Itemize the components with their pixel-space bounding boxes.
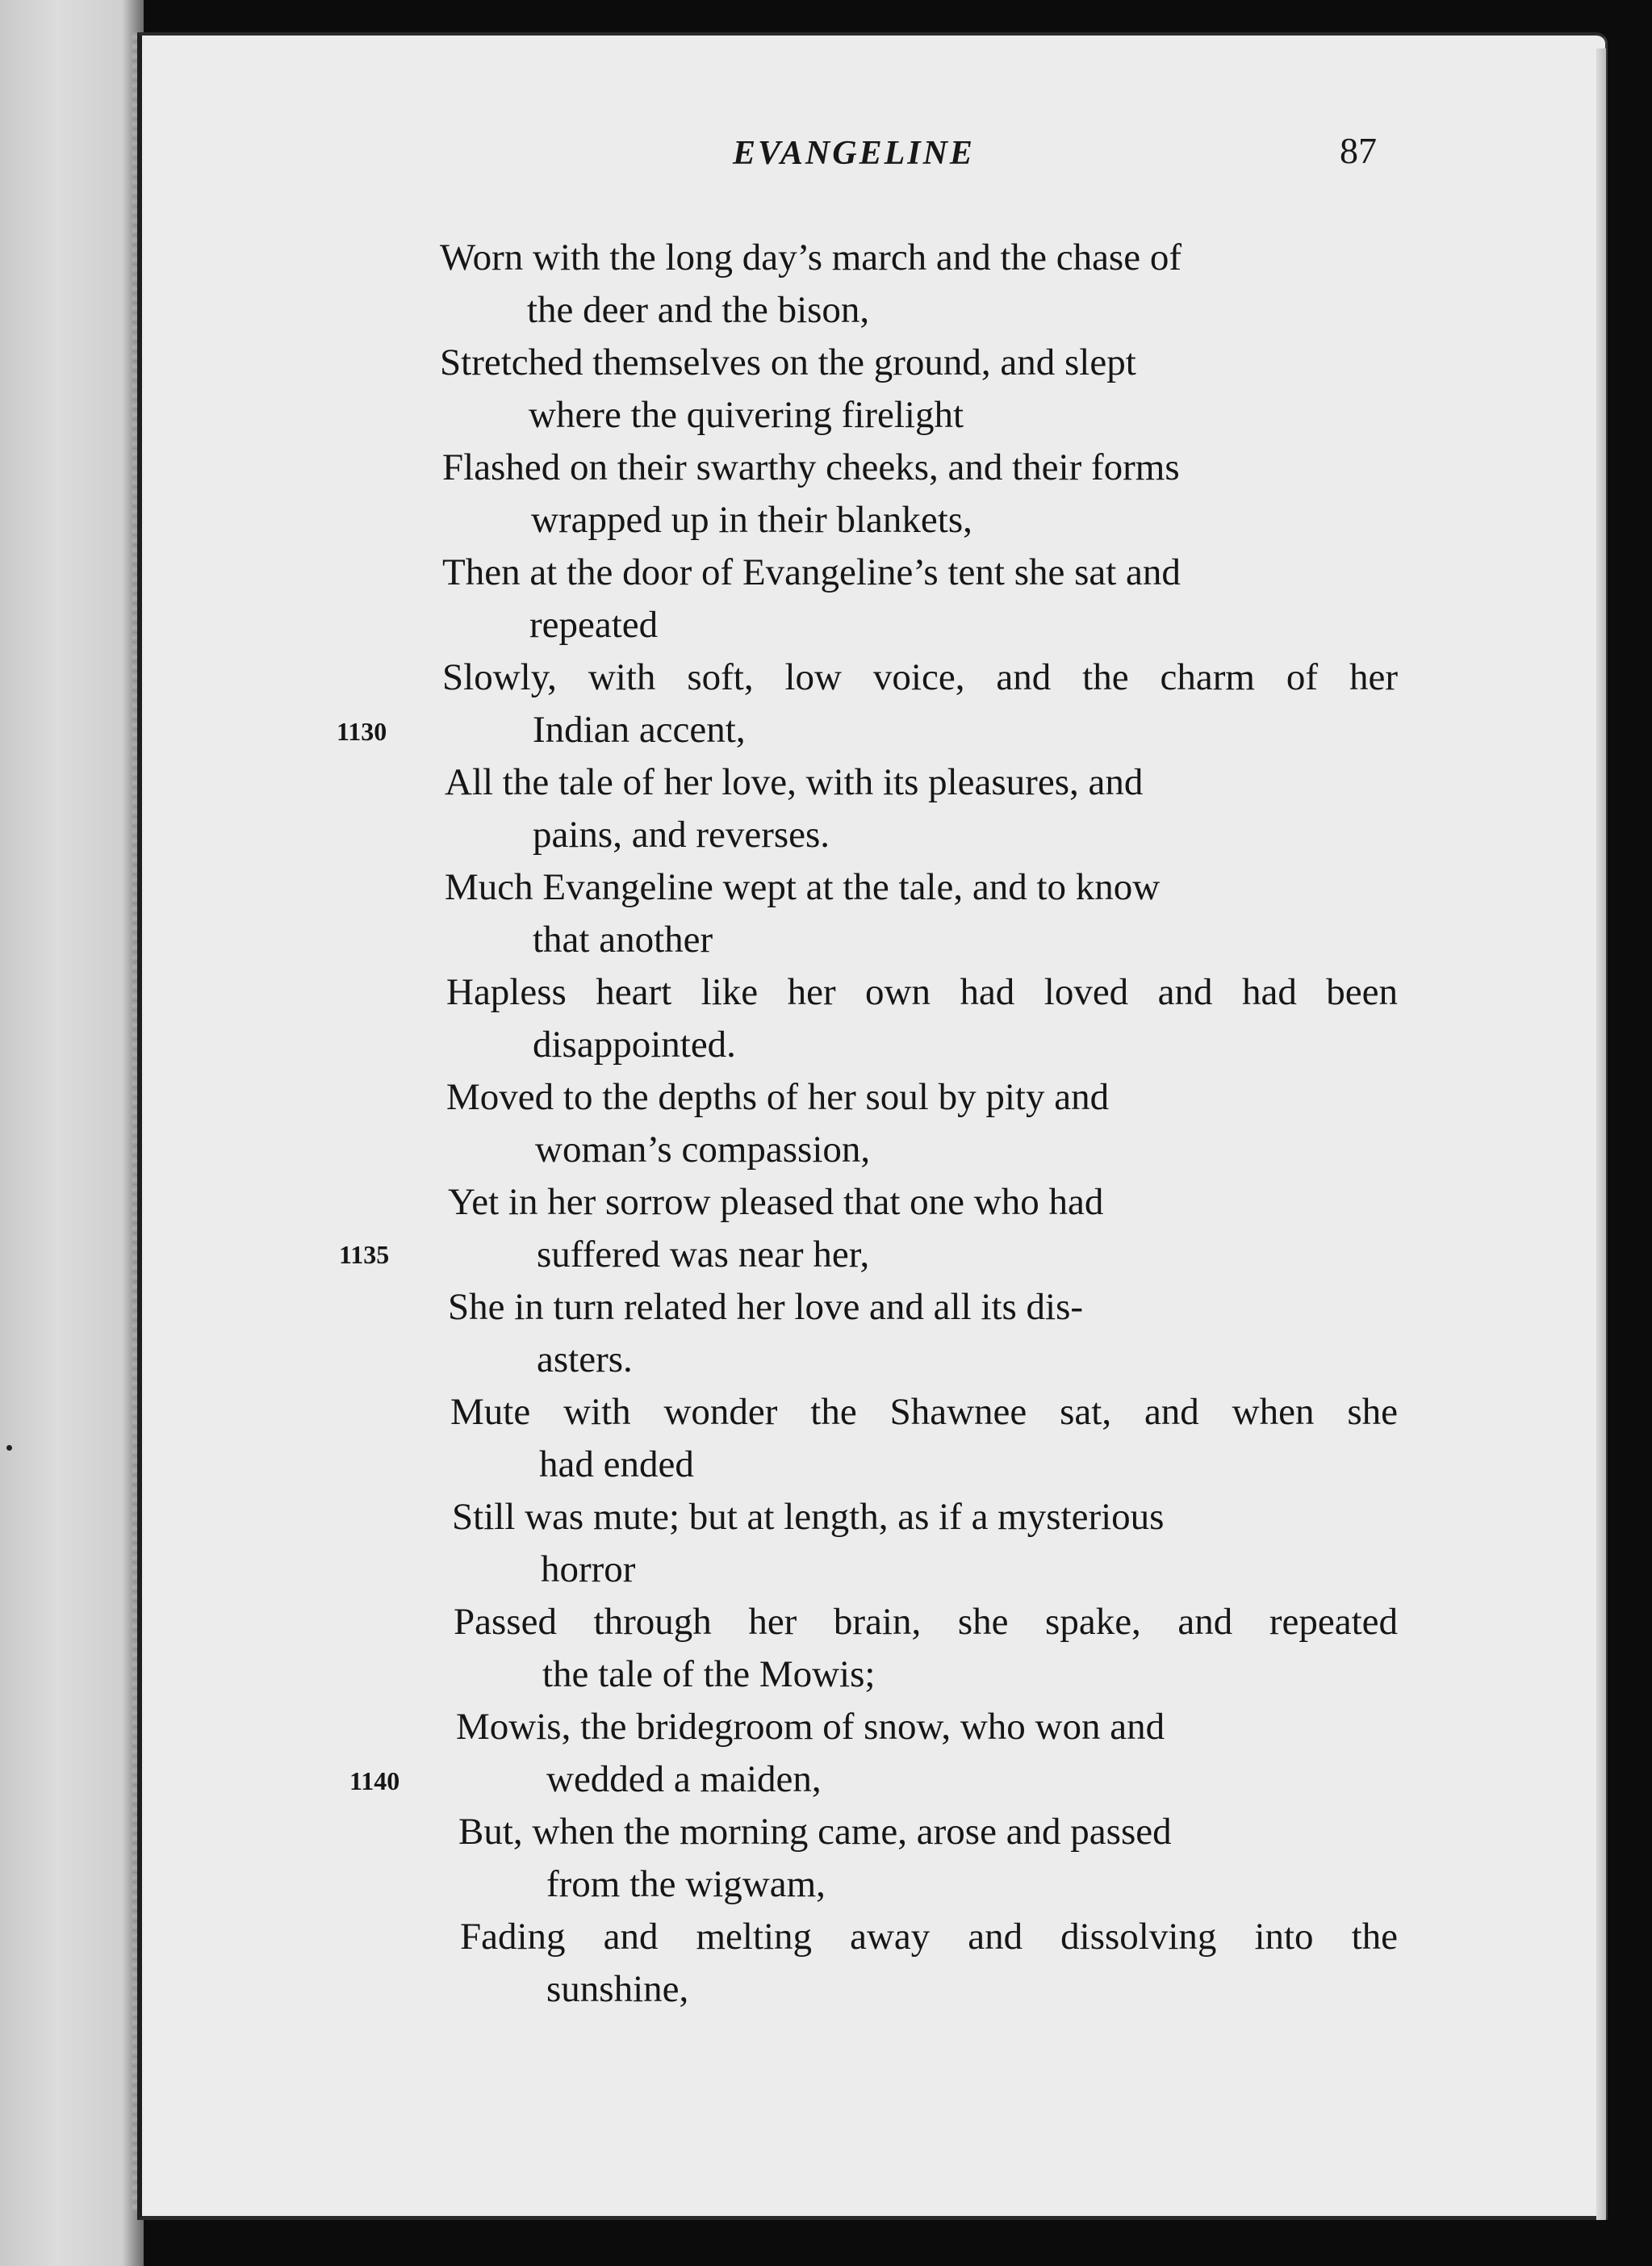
verse-continuation: from the wigwam, xyxy=(546,1863,826,1905)
verse-continuation: disappointed. xyxy=(533,1024,736,1066)
verse-line: Mute with wonder the Shawnee sat, and when she xyxy=(450,1391,1398,1433)
running-head: EVANGELINE xyxy=(733,135,975,172)
verse-continuation: pains, and reverses. xyxy=(533,814,830,856)
verse-continuation: repeated xyxy=(529,604,659,646)
verse-line: Fading and melting away and dissolving into the xyxy=(460,1916,1398,1958)
verse-line: Passed through her brain, she spake, and repeated xyxy=(454,1601,1398,1643)
line-number: 1135 xyxy=(339,1240,390,1269)
verse-continuation: wedded a maiden, xyxy=(546,1758,822,1800)
verse-line: Stretched themselves on the ground, and slept xyxy=(440,341,1136,383)
verse-line: Hapless heart like her own had loved and had been xyxy=(446,971,1398,1013)
page-edge xyxy=(1596,48,1606,2220)
verse-line: Yet in her sorrow pleased that one who had xyxy=(448,1181,1104,1223)
verse-line: Worn with the long day’s march and the chase of xyxy=(440,237,1181,279)
verse-line: All the tale of her love, with its pleasures, and xyxy=(445,761,1144,803)
verse-line: But, when the morning came, arose and passed xyxy=(458,1811,1172,1853)
verse-line: Then at the door of Evangeline’s tent she sat and xyxy=(442,551,1181,593)
previous-page-edge xyxy=(0,0,144,2266)
verse-continuation: where the quivering firelight xyxy=(529,394,964,436)
verse-line: Much Evangeline wept at the tale, and to know xyxy=(445,866,1161,908)
verse-continuation: Indian accent, xyxy=(533,709,746,751)
verse-continuation: that another xyxy=(533,919,713,961)
line-number: 1140 xyxy=(349,1766,400,1795)
verse-continuation: asters. xyxy=(537,1338,633,1380)
line-number: 1130 xyxy=(337,717,387,746)
verse-line: Moved to the depths of her soul by pity and xyxy=(446,1076,1110,1118)
verse-line: Still was mute; but at length, as if a mysterious xyxy=(452,1496,1165,1538)
verse-continuation: wrapped up in their blankets, xyxy=(531,499,972,541)
verse-line: Mowis, the bridegroom of snow, who won and xyxy=(456,1706,1165,1748)
verse-continuation: suffered was near her, xyxy=(537,1234,870,1275)
scan-speck xyxy=(6,1445,12,1451)
verse-line: Flashed on their swarthy cheeks, and their forms xyxy=(442,446,1180,488)
verse-continuation: had ended xyxy=(539,1443,694,1485)
verse-continuation: horror xyxy=(541,1548,636,1590)
verse-continuation: the tale of the Mowis; xyxy=(542,1653,876,1695)
verse-continuation: the deer and the bison, xyxy=(527,289,870,331)
verse-line: She in turn related her love and all its dis- xyxy=(448,1286,1084,1328)
verse-continuation: woman’s compassion, xyxy=(535,1129,871,1171)
page-number: 87 xyxy=(1340,130,1377,171)
verse-continuation: sunshine, xyxy=(546,1968,689,2010)
verse-line: Slowly, with soft, low voice, and the charm of her xyxy=(442,656,1398,698)
